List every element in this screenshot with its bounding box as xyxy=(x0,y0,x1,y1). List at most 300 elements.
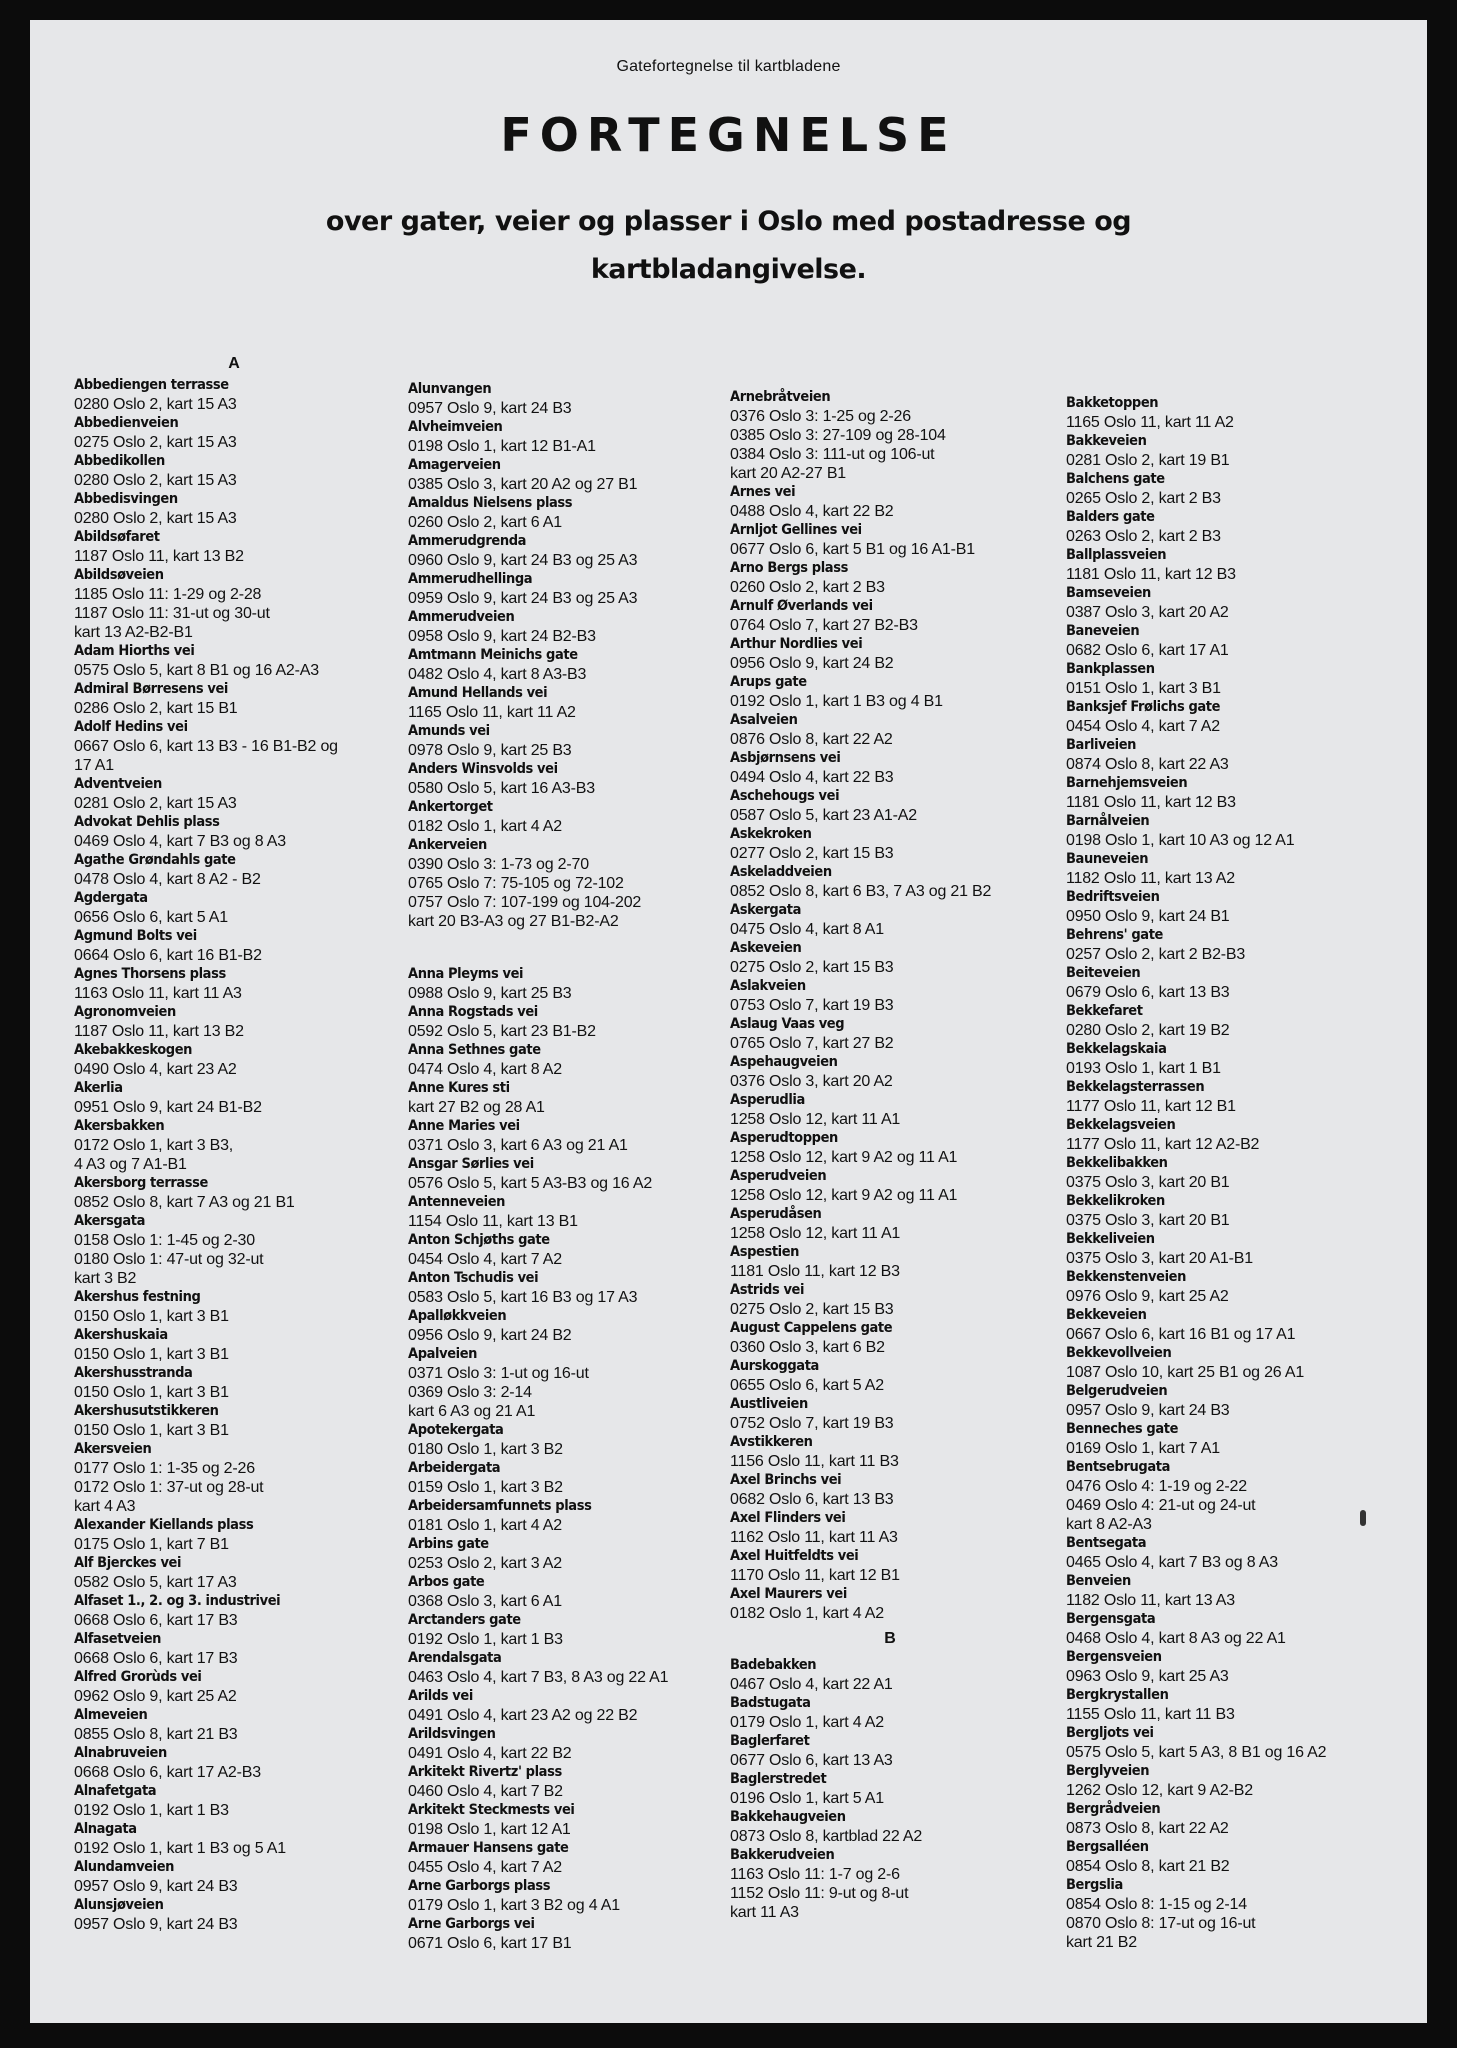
street-entry xyxy=(408,760,728,798)
street-name: Bakkeveien xyxy=(1066,433,1147,449)
postal-map-reference: 0159 Oslo 1, kart 3 B2 xyxy=(408,1479,563,1496)
street-entry xyxy=(730,825,1050,863)
street-name: Anton Tschudis vei xyxy=(408,1270,539,1286)
postal-map-reference: 0671 Oslo 6, kart 17 B1 xyxy=(408,1935,572,1952)
street-name: Balders gate xyxy=(1066,509,1155,525)
street-name: Axel Maurers vei xyxy=(730,1586,847,1602)
street-entry xyxy=(74,1896,394,1934)
street-name: Alvheimveien xyxy=(408,419,503,435)
index-column-4 xyxy=(1066,394,1386,1952)
street-entry xyxy=(730,1547,1050,1585)
street-name: Ammerudgrenda xyxy=(408,533,527,549)
street-name: Asalveien xyxy=(730,712,798,728)
page-subtitle xyxy=(30,198,1427,294)
postal-map-reference: 0177 Oslo 1: 1-35 og 2-26 xyxy=(74,1460,255,1477)
postal-map-reference: 0490 Oslo 4, kart 23 A2 xyxy=(74,1061,237,1078)
street-entry xyxy=(730,863,1050,901)
street-entry xyxy=(1066,1838,1386,1876)
postal-map-reference: 0852 Oslo 8, kart 7 A3 og 21 B1 xyxy=(74,1194,295,1211)
postal-map-reference: 1163 Oslo 11: 1-7 og 2-6 xyxy=(730,1866,900,1883)
postal-map-reference: 1181 Oslo 11, kart 12 B3 xyxy=(730,1263,900,1280)
street-entry xyxy=(408,1839,728,1877)
street-name: Belgerudveien xyxy=(1066,1383,1168,1399)
street-name: Alexander Kiellands plass xyxy=(74,1517,254,1533)
street-name: Avstikkeren xyxy=(730,1434,813,1450)
postal-map-reference: 1177 Oslo 11, kart 12 B1 xyxy=(1066,1098,1236,1115)
street-name: Arno Bergs plass xyxy=(730,560,848,576)
street-entry xyxy=(408,1725,728,1763)
postal-map-reference: 0656 Oslo 6, kart 5 A1 xyxy=(74,909,228,926)
postal-map-reference: 0475 Oslo 4, kart 8 A1 xyxy=(730,921,884,938)
street-entry xyxy=(730,673,1050,711)
street-name: Abbedisvingen xyxy=(74,491,178,507)
street-entry xyxy=(408,1231,728,1269)
street-entry xyxy=(74,680,394,718)
postal-map-reference: 0460 Oslo 4, kart 7 B2 xyxy=(408,1783,563,1800)
street-name: Alfaset 1., 2. og 3. industrivei xyxy=(74,1593,281,1609)
postal-map-reference: 0257 Oslo 2, kart 2 B2-B3 xyxy=(1066,946,1246,963)
street-entry xyxy=(408,1687,728,1725)
postal-map-reference: 4 A3 og 7 A1-B1 xyxy=(74,1156,187,1173)
street-entry xyxy=(74,813,394,851)
street-name: Agnes Thorsens plass xyxy=(74,966,226,982)
street-name: Admiral Børresens vei xyxy=(74,681,228,697)
postal-map-reference: 0286 Oslo 2, kart 15 B1 xyxy=(74,700,238,717)
street-name: Badstugata xyxy=(730,1695,811,1711)
street-name: Behrens' gate xyxy=(1066,927,1163,943)
postal-map-reference: 0463 Oslo 4, kart 7 B3, 8 A3 og 22 A1 xyxy=(408,1669,669,1686)
postal-map-reference: 0957 Oslo 9, kart 24 B3 xyxy=(74,1916,238,1933)
street-name: Bekkelagskaia xyxy=(1066,1041,1167,1057)
postal-map-reference: 0198 Oslo 1, kart 10 A3 og 12 A1 xyxy=(1066,832,1295,849)
postal-map-reference: 0679 Oslo 6, kart 13 B3 xyxy=(1066,984,1230,1001)
postal-map-reference: 0260 Oslo 2, kart 2 B3 xyxy=(730,579,885,596)
street-name: Baneveien xyxy=(1066,623,1140,639)
street-entry xyxy=(74,1117,394,1174)
street-name: Arups gate xyxy=(730,674,807,690)
street-entry xyxy=(74,1003,394,1041)
street-entry xyxy=(730,1694,1050,1732)
street-entry xyxy=(408,494,728,532)
postal-map-reference: 0192 Oslo 1, kart 1 B3 xyxy=(408,1631,563,1648)
postal-map-reference: 0375 Oslo 3, kart 20 B1 xyxy=(1066,1212,1230,1229)
street-name: Arbeidergata xyxy=(408,1460,501,1476)
postal-map-reference: 0951 Oslo 9, kart 24 B1-B2 xyxy=(74,1099,262,1116)
street-name: Anton Schjøths gate xyxy=(408,1232,550,1248)
postal-map-reference: 0280 Oslo 2, kart 15 A3 xyxy=(74,396,237,413)
street-entry xyxy=(1066,736,1386,774)
street-name: Axel Brinchs vei xyxy=(730,1472,842,1488)
street-entry xyxy=(1066,1800,1386,1838)
street-entry xyxy=(1066,546,1386,584)
street-entry xyxy=(730,1656,1050,1694)
street-name: Arilds vei xyxy=(408,1688,473,1704)
postal-map-reference: 0277 Oslo 2, kart 15 B3 xyxy=(730,845,894,862)
street-entry xyxy=(74,1858,394,1896)
street-entry xyxy=(1066,432,1386,470)
postal-map-reference: 0198 Oslo 1, kart 12 B1-A1 xyxy=(408,438,596,455)
street-entry xyxy=(74,1288,394,1326)
postal-map-reference: 0369 Oslo 3: 2-14 xyxy=(408,1384,532,1401)
postal-map-reference: 0375 Oslo 3, kart 20 A1-B1 xyxy=(1066,1250,1253,1267)
street-entry xyxy=(74,1820,394,1858)
street-name: Asperudåsen xyxy=(730,1206,822,1222)
street-name: Alfred Grorùds vei xyxy=(74,1669,202,1685)
street-name: Abbediengen terrasse xyxy=(74,377,229,393)
street-name: Askergata xyxy=(730,902,802,918)
street-entry xyxy=(74,718,394,775)
street-entry xyxy=(408,1269,728,1307)
street-entry xyxy=(74,1079,394,1117)
street-name: Alunvangen xyxy=(408,381,492,397)
postal-map-reference: 1185 Oslo 11: 1-29 og 2-28 xyxy=(74,586,262,603)
section-letter-b: B xyxy=(884,1630,896,1647)
street-entry xyxy=(1066,1002,1386,1040)
postal-map-reference: 0390 Oslo 3: 1-73 og 2-70 xyxy=(408,856,589,873)
street-name: Antenneveien xyxy=(408,1194,506,1210)
street-name: Anne Kures sti xyxy=(408,1080,510,1096)
postal-map-reference: 0172 Oslo 1, kart 3 B3, xyxy=(74,1137,234,1154)
postal-map-reference: kart 13 A2-B2-B1 xyxy=(74,624,193,641)
street-name: Adventveien xyxy=(74,776,162,792)
street-entry xyxy=(1066,1458,1386,1534)
street-entry xyxy=(1066,1686,1386,1724)
street-entry xyxy=(408,1117,728,1155)
street-entry xyxy=(74,414,394,452)
street-entry xyxy=(74,1592,394,1630)
street-entry xyxy=(74,1440,394,1516)
street-name: Akershusstranda xyxy=(74,1365,193,1381)
street-name: Arthur Nordlies vei xyxy=(730,636,863,652)
postal-map-reference: 0158 Oslo 1: 1-45 og 2-30 xyxy=(74,1232,255,1249)
postal-map-reference: 0169 Oslo 1, kart 7 A1 xyxy=(1066,1440,1220,1457)
street-entry xyxy=(408,1497,728,1535)
postal-map-reference: 0682 Oslo 6, kart 13 B3 xyxy=(730,1491,894,1508)
street-entry xyxy=(730,1846,1050,1922)
postal-map-reference: 1152 Oslo 11: 9-ut og 8-ut xyxy=(730,1885,909,1902)
street-name: Arbeidersamfunnets plass xyxy=(408,1498,592,1514)
street-entry xyxy=(408,1877,728,1915)
postal-map-reference: 0275 Oslo 2, kart 15 A3 xyxy=(74,434,237,451)
postal-map-reference: 1170 Oslo 11, kart 12 B1 xyxy=(730,1567,900,1584)
street-name: Astrids vei xyxy=(730,1282,805,1298)
street-name: Apotekergata xyxy=(408,1422,504,1438)
postal-map-reference: 0655 Oslo 6, kart 5 A2 xyxy=(730,1377,884,1394)
street-entry xyxy=(730,559,1050,597)
postal-map-reference: 0478 Oslo 4, kart 8 A2 - B2 xyxy=(74,871,261,888)
street-entry xyxy=(1066,698,1386,736)
street-name: Asbjørnsens vei xyxy=(730,750,841,766)
street-entry xyxy=(730,521,1050,559)
street-entry xyxy=(730,1167,1050,1205)
street-name: Arildsvingen xyxy=(408,1726,496,1742)
postal-map-reference: 0280 Oslo 2, kart 19 B2 xyxy=(1066,1022,1230,1039)
street-entry xyxy=(730,1053,1050,1091)
street-entry xyxy=(1066,1192,1386,1230)
street-entry xyxy=(74,1782,394,1820)
street-name: Ankertorget xyxy=(408,799,493,815)
street-entry xyxy=(730,1319,1050,1357)
postal-map-reference: 0375 Oslo 3, kart 20 B1 xyxy=(1066,1174,1230,1191)
street-entry xyxy=(730,1395,1050,1433)
postal-map-reference: 0668 Oslo 6, kart 17 A2-B3 xyxy=(74,1764,261,1781)
street-name: Arnulf Øverlands vei xyxy=(730,598,873,614)
postal-map-reference: 0874 Oslo 8, kart 22 A3 xyxy=(1066,756,1229,773)
postal-map-reference: 1182 Oslo 11, kart 13 A2 xyxy=(1066,870,1235,887)
street-name: Agronomveien xyxy=(74,1004,176,1020)
street-name: Austliveien xyxy=(730,1396,808,1412)
street-entry xyxy=(1066,964,1386,1002)
street-name: Alf Bjerckes vei xyxy=(74,1555,182,1571)
postal-map-reference: 0976 Oslo 9, kart 25 A2 xyxy=(1066,1288,1229,1305)
street-name: Arne Garborgs vei xyxy=(408,1916,535,1932)
street-name: Bekkelibakken xyxy=(1066,1155,1168,1171)
postal-map-reference: 0281 Oslo 2, kart 19 B1 xyxy=(1066,452,1230,469)
street-entry xyxy=(74,1174,394,1212)
street-name: Bergljots vei xyxy=(1066,1725,1154,1741)
street-entry xyxy=(730,749,1050,787)
postal-map-reference: 0193 Oslo 1, kart 1 B1 xyxy=(1066,1060,1221,1077)
street-name: Bakkehaugveien xyxy=(730,1809,846,1825)
street-name: Badebakken xyxy=(730,1657,817,1673)
postal-map-reference: 0682 Oslo 6, kart 17 A1 xyxy=(1066,642,1229,659)
index-column-2 xyxy=(408,380,728,1953)
postal-map-reference: 0765 Oslo 7: 75-105 og 72-102 xyxy=(408,875,624,892)
street-name: Amunds vei xyxy=(408,723,490,739)
postal-map-reference: 0576 Oslo 5, kart 5 A3-B3 og 16 A2 xyxy=(408,1175,653,1192)
street-entry xyxy=(74,775,394,813)
street-entry xyxy=(1066,584,1386,622)
postal-map-reference: 0488 Oslo 4, kart 22 B2 xyxy=(730,503,894,520)
postal-map-reference: 0260 Oslo 2, kart 6 A1 xyxy=(408,514,562,531)
postal-map-reference: 1155 Oslo 11, kart 11 B3 xyxy=(1066,1706,1235,1723)
postal-map-reference: kart 20 A2-27 B1 xyxy=(730,465,846,482)
street-name: Arbos gate xyxy=(408,1574,485,1590)
street-entry xyxy=(74,490,394,528)
street-entry xyxy=(730,1243,1050,1281)
postal-map-reference: 0150 Oslo 1, kart 3 B1 xyxy=(74,1346,229,1363)
postal-map-reference: 0467 Oslo 4, kart 22 A1 xyxy=(730,1676,893,1693)
street-name: Bekkeveien xyxy=(1066,1307,1147,1323)
street-entry xyxy=(1066,1534,1386,1572)
street-name: Akershusutstikkeren xyxy=(74,1403,219,1419)
street-entry xyxy=(74,927,394,965)
street-name: Bergsalléen xyxy=(1066,1839,1149,1855)
street-entry xyxy=(408,456,728,494)
street-name: Aslakveien xyxy=(730,978,806,994)
street-name: Bamseveien xyxy=(1066,585,1151,601)
postal-map-reference: 0474 Oslo 4, kart 8 A2 xyxy=(408,1061,562,1078)
postal-map-reference: kart 11 A3 xyxy=(730,1904,799,1921)
street-name: Abildsøveien xyxy=(74,567,164,583)
postal-map-reference: 0192 Oslo 1, kart 1 B3 og 5 A1 xyxy=(74,1840,286,1857)
street-name: Arnljot Gellines vei xyxy=(730,522,862,538)
street-name: Bergkrystallen xyxy=(1066,1687,1169,1703)
street-name: Barliveien xyxy=(1066,737,1137,753)
street-name: Askeveien xyxy=(730,940,802,956)
postal-map-reference: 0263 Oslo 2, kart 2 B3 xyxy=(1066,528,1221,545)
postal-map-reference: 1154 Oslo 11, kart 13 B1 xyxy=(408,1213,578,1230)
street-name: Alnabruveien xyxy=(74,1745,167,1761)
street-name: Ammerudhellinga xyxy=(408,571,533,587)
street-name: Berglyveien xyxy=(1066,1763,1150,1779)
postal-map-reference: kart 3 B2 xyxy=(74,1270,137,1287)
street-name: Arkitekt Steckmests vei xyxy=(408,1802,575,1818)
street-entry xyxy=(408,380,728,418)
postal-map-reference: 0368 Oslo 3, kart 6 A1 xyxy=(408,1593,562,1610)
postal-map-reference: 0179 Oslo 1, kart 3 B2 og 4 A1 xyxy=(408,1897,620,1914)
postal-map-reference: 0978 Oslo 9, kart 25 B3 xyxy=(408,742,572,759)
street-entry xyxy=(730,1091,1050,1129)
postal-map-reference: 0275 Oslo 2, kart 15 B3 xyxy=(730,959,894,976)
street-entry xyxy=(730,1471,1050,1509)
street-entry xyxy=(1066,1876,1386,1952)
postal-map-reference: 1156 Oslo 11, kart 11 B3 xyxy=(730,1453,899,1470)
postal-map-reference: 0454 Oslo 4, kart 7 A2 xyxy=(408,1251,562,1268)
street-name: Amaldus Nielsens plass xyxy=(408,495,573,511)
street-name: Bergrådveien xyxy=(1066,1801,1161,1817)
street-entry xyxy=(1066,1306,1386,1344)
postal-map-reference: 0575 Oslo 5, kart 8 B1 og 16 A2-A3 xyxy=(74,662,319,679)
postal-map-reference: 0957 Oslo 9, kart 24 B3 xyxy=(74,1878,238,1895)
street-entry xyxy=(74,1326,394,1364)
postal-map-reference: 1258 Oslo 12, kart 9 A2 og 11 A1 xyxy=(730,1187,958,1204)
street-entry xyxy=(730,1585,1050,1623)
street-name: Akerlia xyxy=(74,1080,123,1096)
street-entry xyxy=(730,1808,1050,1846)
street-entry xyxy=(1066,1572,1386,1610)
street-name: Arctanders gate xyxy=(408,1612,521,1628)
postal-map-reference: 0957 Oslo 9, kart 24 B3 xyxy=(1066,1402,1230,1419)
postal-map-reference: 0855 Oslo 8, kart 21 B3 xyxy=(74,1726,238,1743)
street-name: Arkitekt Rivertz' plass xyxy=(408,1764,562,1780)
street-name: Akebakkeskogen xyxy=(74,1042,193,1058)
street-entry xyxy=(730,1357,1050,1395)
street-entry xyxy=(730,977,1050,1015)
postal-map-reference: 0870 Oslo 8: 17-ut og 16-ut xyxy=(1066,1915,1256,1932)
street-name: Balchens gate xyxy=(1066,471,1165,487)
street-name: Akersgata xyxy=(74,1213,146,1229)
street-entry xyxy=(74,642,394,680)
street-name: Arnes vei xyxy=(730,484,796,500)
street-entry xyxy=(1066,1078,1386,1116)
postal-map-reference: 0667 Oslo 6, kart 13 B3 - 16 B1-B2 og xyxy=(74,738,338,755)
postal-map-reference: 0765 Oslo 7, kart 27 B2 xyxy=(730,1035,894,1052)
postal-map-reference: 0753 Oslo 7, kart 19 B3 xyxy=(730,997,894,1014)
street-entry xyxy=(730,597,1050,635)
postal-map-reference: 0275 Oslo 2, kart 15 B3 xyxy=(730,1301,894,1318)
street-name: Amtmann Meinichs gate xyxy=(408,647,578,663)
subtitle-line-2: kartbladangivelse. xyxy=(590,254,867,285)
postal-map-reference: 1087 Oslo 10, kart 25 B1 og 26 A1 xyxy=(1066,1364,1305,1381)
street-name: Abildsøfaret xyxy=(74,529,160,545)
street-entry xyxy=(408,1155,728,1193)
street-entry xyxy=(730,901,1050,939)
postal-map-reference: 0752 Oslo 7, kart 19 B3 xyxy=(730,1415,894,1432)
street-entry xyxy=(1066,1040,1386,1078)
postal-map-reference: 0491 Oslo 4, kart 22 B2 xyxy=(408,1745,572,1762)
postal-map-reference: 0950 Oslo 9, kart 24 B1 xyxy=(1066,908,1230,925)
street-name: Akersbakken xyxy=(74,1118,165,1134)
street-name: Aspehaugveien xyxy=(730,1054,838,1070)
postal-map-reference: 0196 Oslo 1, kart 5 A1 xyxy=(730,1790,884,1807)
street-name: Askekroken xyxy=(730,826,812,842)
postal-map-reference: 0281 Oslo 2, kart 15 A3 xyxy=(74,795,237,812)
street-name: Bekkelagsterrassen xyxy=(1066,1079,1205,1095)
postal-map-reference: 1165 Oslo 11, kart 11 A2 xyxy=(408,704,576,721)
page-title: FORTEGNELSE xyxy=(500,108,957,162)
postal-map-reference: 0151 Oslo 1, kart 3 B1 xyxy=(1066,680,1221,697)
postal-map-reference: 0468 Oslo 4, kart 8 A3 og 22 A1 xyxy=(1066,1630,1286,1647)
street-entry xyxy=(408,1763,728,1801)
postal-map-reference: 0465 Oslo 4, kart 7 B3 og 8 A3 xyxy=(1066,1554,1278,1571)
street-name: Abbedikollen xyxy=(74,453,165,469)
postal-map-reference: 0757 Oslo 7: 107-199 og 104-202 xyxy=(408,894,642,911)
street-entry xyxy=(408,1193,728,1231)
street-entry xyxy=(408,1003,728,1041)
postal-map-reference: 0956 Oslo 9, kart 24 B2 xyxy=(730,655,894,672)
street-name: Bankplassen xyxy=(1066,661,1155,677)
street-entry xyxy=(408,418,728,456)
street-name: Askeladdveien xyxy=(730,864,832,880)
street-name: Alundamveien xyxy=(74,1859,175,1875)
street-name: Anne Maries vei xyxy=(408,1118,520,1134)
street-entry xyxy=(408,1649,728,1687)
section-letter-a: A xyxy=(228,355,240,372)
street-name: Agathe Grøndahls gate xyxy=(74,852,236,868)
street-name: Amund Hellands vei xyxy=(408,685,548,701)
street-name: Bekkeliveien xyxy=(1066,1231,1155,1247)
postal-map-reference: 0280 Oslo 2, kart 15 A3 xyxy=(74,472,237,489)
postal-map-reference: 1162 Oslo 11, kart 11 A3 xyxy=(730,1529,898,1546)
street-entry xyxy=(730,1205,1050,1243)
postal-map-reference: 0180 Oslo 1, kart 3 B2 xyxy=(408,1441,563,1458)
street-entry xyxy=(74,528,394,566)
street-entry xyxy=(408,608,728,646)
street-name: Asperudtoppen xyxy=(730,1130,838,1146)
street-name: Bekkenstenveien xyxy=(1066,1269,1186,1285)
street-name: Barnehjemsveien xyxy=(1066,775,1188,791)
street-entry xyxy=(730,1281,1050,1319)
street-entry xyxy=(408,965,728,1003)
street-entry xyxy=(730,388,1050,483)
street-entry xyxy=(408,1041,728,1079)
postal-map-reference: 0182 Oslo 1, kart 4 A2 xyxy=(408,818,562,835)
street-entry xyxy=(74,889,394,927)
street-name: Bentsebrugata xyxy=(1066,1459,1170,1475)
street-entry xyxy=(1066,888,1386,926)
street-entry xyxy=(408,798,728,836)
street-name: Asperudlia xyxy=(730,1092,805,1108)
postal-map-reference: 0677 Oslo 6, kart 5 B1 og 16 A1-B1 xyxy=(730,541,975,558)
postal-map-reference: 0454 Oslo 4, kart 7 A2 xyxy=(1066,718,1220,735)
street-name: Benveien xyxy=(1066,1573,1131,1589)
postal-map-reference: 0583 Oslo 5, kart 16 B3 og 17 A3 xyxy=(408,1289,638,1306)
street-entry xyxy=(1066,1724,1386,1762)
street-name: Aschehougs vei xyxy=(730,788,840,804)
postal-map-reference: kart 20 B3-A3 og 27 B1-B2-A2 xyxy=(408,913,619,930)
postal-map-reference: 1165 Oslo 11, kart 11 A2 xyxy=(1066,414,1234,431)
postal-map-reference: 0873 Oslo 8, kartblad 22 A2 xyxy=(730,1828,923,1845)
postal-map-reference: 0958 Oslo 9, kart 24 B2-B3 xyxy=(408,628,596,645)
street-entry xyxy=(408,1079,728,1117)
street-name: Bekkefaret xyxy=(1066,1003,1143,1019)
column-gap xyxy=(408,931,728,965)
document-page xyxy=(30,20,1427,2023)
street-entry xyxy=(1066,394,1386,432)
street-name: Bedriftsveien xyxy=(1066,889,1160,905)
postal-map-reference: 0469 Oslo 4: 21-ut og 24-ut xyxy=(1066,1497,1256,1514)
